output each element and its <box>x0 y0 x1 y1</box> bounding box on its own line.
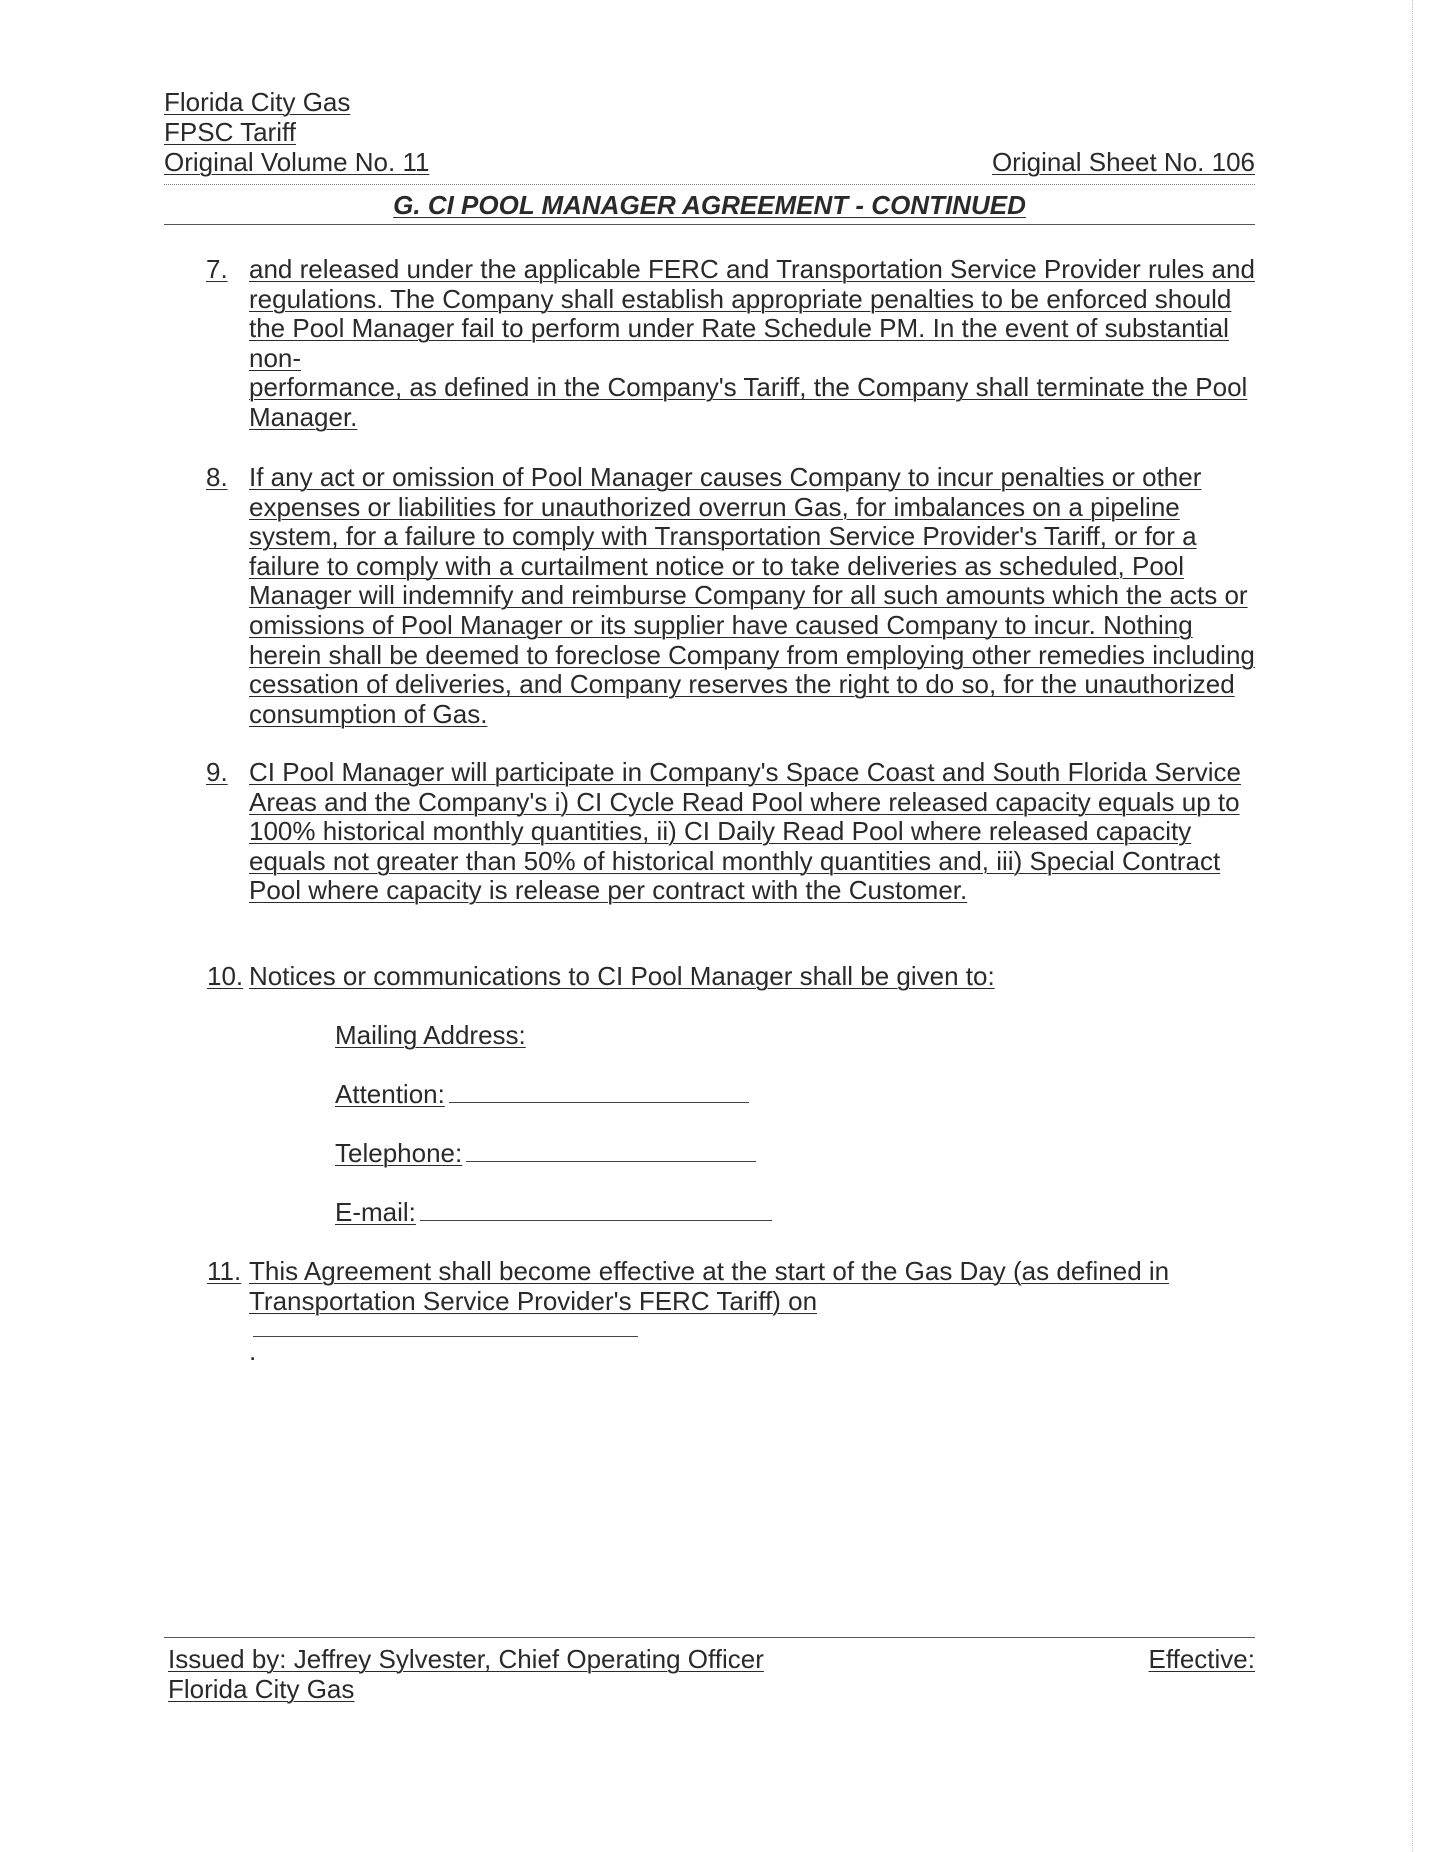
header-divider <box>164 184 1255 185</box>
issued-by: Issued by: Jeffrey Sylvester, Chief Operating Officer <box>168 1644 764 1674</box>
item-8-text: If any act or omission of Pool Manager causes Company to incur penalties or other expenses or liabilities for unauthorized overrun Gas, for imbalances on a pipeline system, for a failure to comply with Transportation Service Provider's Tariff, or for a failure to comply with a curtailment notice or to take deliveries as scheduled, Pool Manager will indemnify and reimburse Company for all such amounts which the acts or omissions of Pool Manager or its supplier have caused Company to incur. Nothing herein shall be deemed to foreclose Company from employing other remedies including cessation of deliveries, and Company reserves the right to do so, for the unauthorized consumption of Gas. <box>249 462 1255 729</box>
mailing-address-label: Mailing Address: <box>335 1020 526 1050</box>
scan-edge <box>1412 0 1431 1852</box>
item-7-text: and released under the applicable FERC and Transportation Service Provider rules and regulations. The Company shall establish appropriate penalties to be enforced should the Pool Manager fail to perform under Rate Schedule PM. In the event of substantial non- performance, as defined in the Company's Tariff, the Company shall terminate the Pool Manager. <box>249 254 1255 432</box>
attention-label: Attention: <box>335 1079 445 1109</box>
volume-label: Original Volume No. 11 <box>164 147 430 177</box>
item-number: 11. <box>207 1256 242 1286</box>
footer-company: Florida City Gas <box>168 1674 355 1704</box>
section-title: G. CI POOL MANAGER AGREEMENT - CONTINUED <box>393 190 1026 220</box>
effective-label: Effective: <box>1148 1644 1255 1674</box>
title-divider <box>164 224 1255 225</box>
item-11-text: This Agreement shall become effective at the start of the Gas Day (as defined in Transportation Service Provider's FERC Tariff) on . <box>249 1256 1170 1367</box>
company-name: Florida City Gas <box>164 87 351 117</box>
effective-date-blank[interactable] <box>253 1316 638 1337</box>
item-number: 7. <box>206 254 228 284</box>
telephone-blank[interactable] <box>466 1141 756 1162</box>
sheet-number: Original Sheet No. 106 <box>991 147 1255 177</box>
telephone-label: Telephone: <box>335 1138 463 1168</box>
item-number: 9. <box>206 757 228 787</box>
item-number: 8. <box>206 462 228 492</box>
telephone-field[interactable] <box>335 1139 756 1168</box>
footer-divider <box>164 1637 1255 1638</box>
email-blank[interactable] <box>420 1200 772 1221</box>
attention-field[interactable] <box>335 1080 749 1109</box>
attention-blank[interactable] <box>449 1082 749 1103</box>
email-label: E-mail: <box>335 1197 416 1227</box>
tariff-label: FPSC Tariff <box>164 117 296 147</box>
item-number: 10. <box>207 961 244 991</box>
item-9-text: CI Pool Manager will participate in Company's Space Coast and South Florida Service Areas and the Company's i) CI Cycle Read Pool where released capacity equals up to 100% historical monthly quantities, ii) CI Daily Read Pool where released capacity equals not greater than 50% of historical monthly quantities and, iii) Special Contract Pool where capacity is release per contract with the Customer. <box>249 757 1242 906</box>
item-10-text: Notices or communications to CI Pool Manager shall be given to: <box>249 961 995 991</box>
email-field[interactable] <box>335 1198 772 1227</box>
